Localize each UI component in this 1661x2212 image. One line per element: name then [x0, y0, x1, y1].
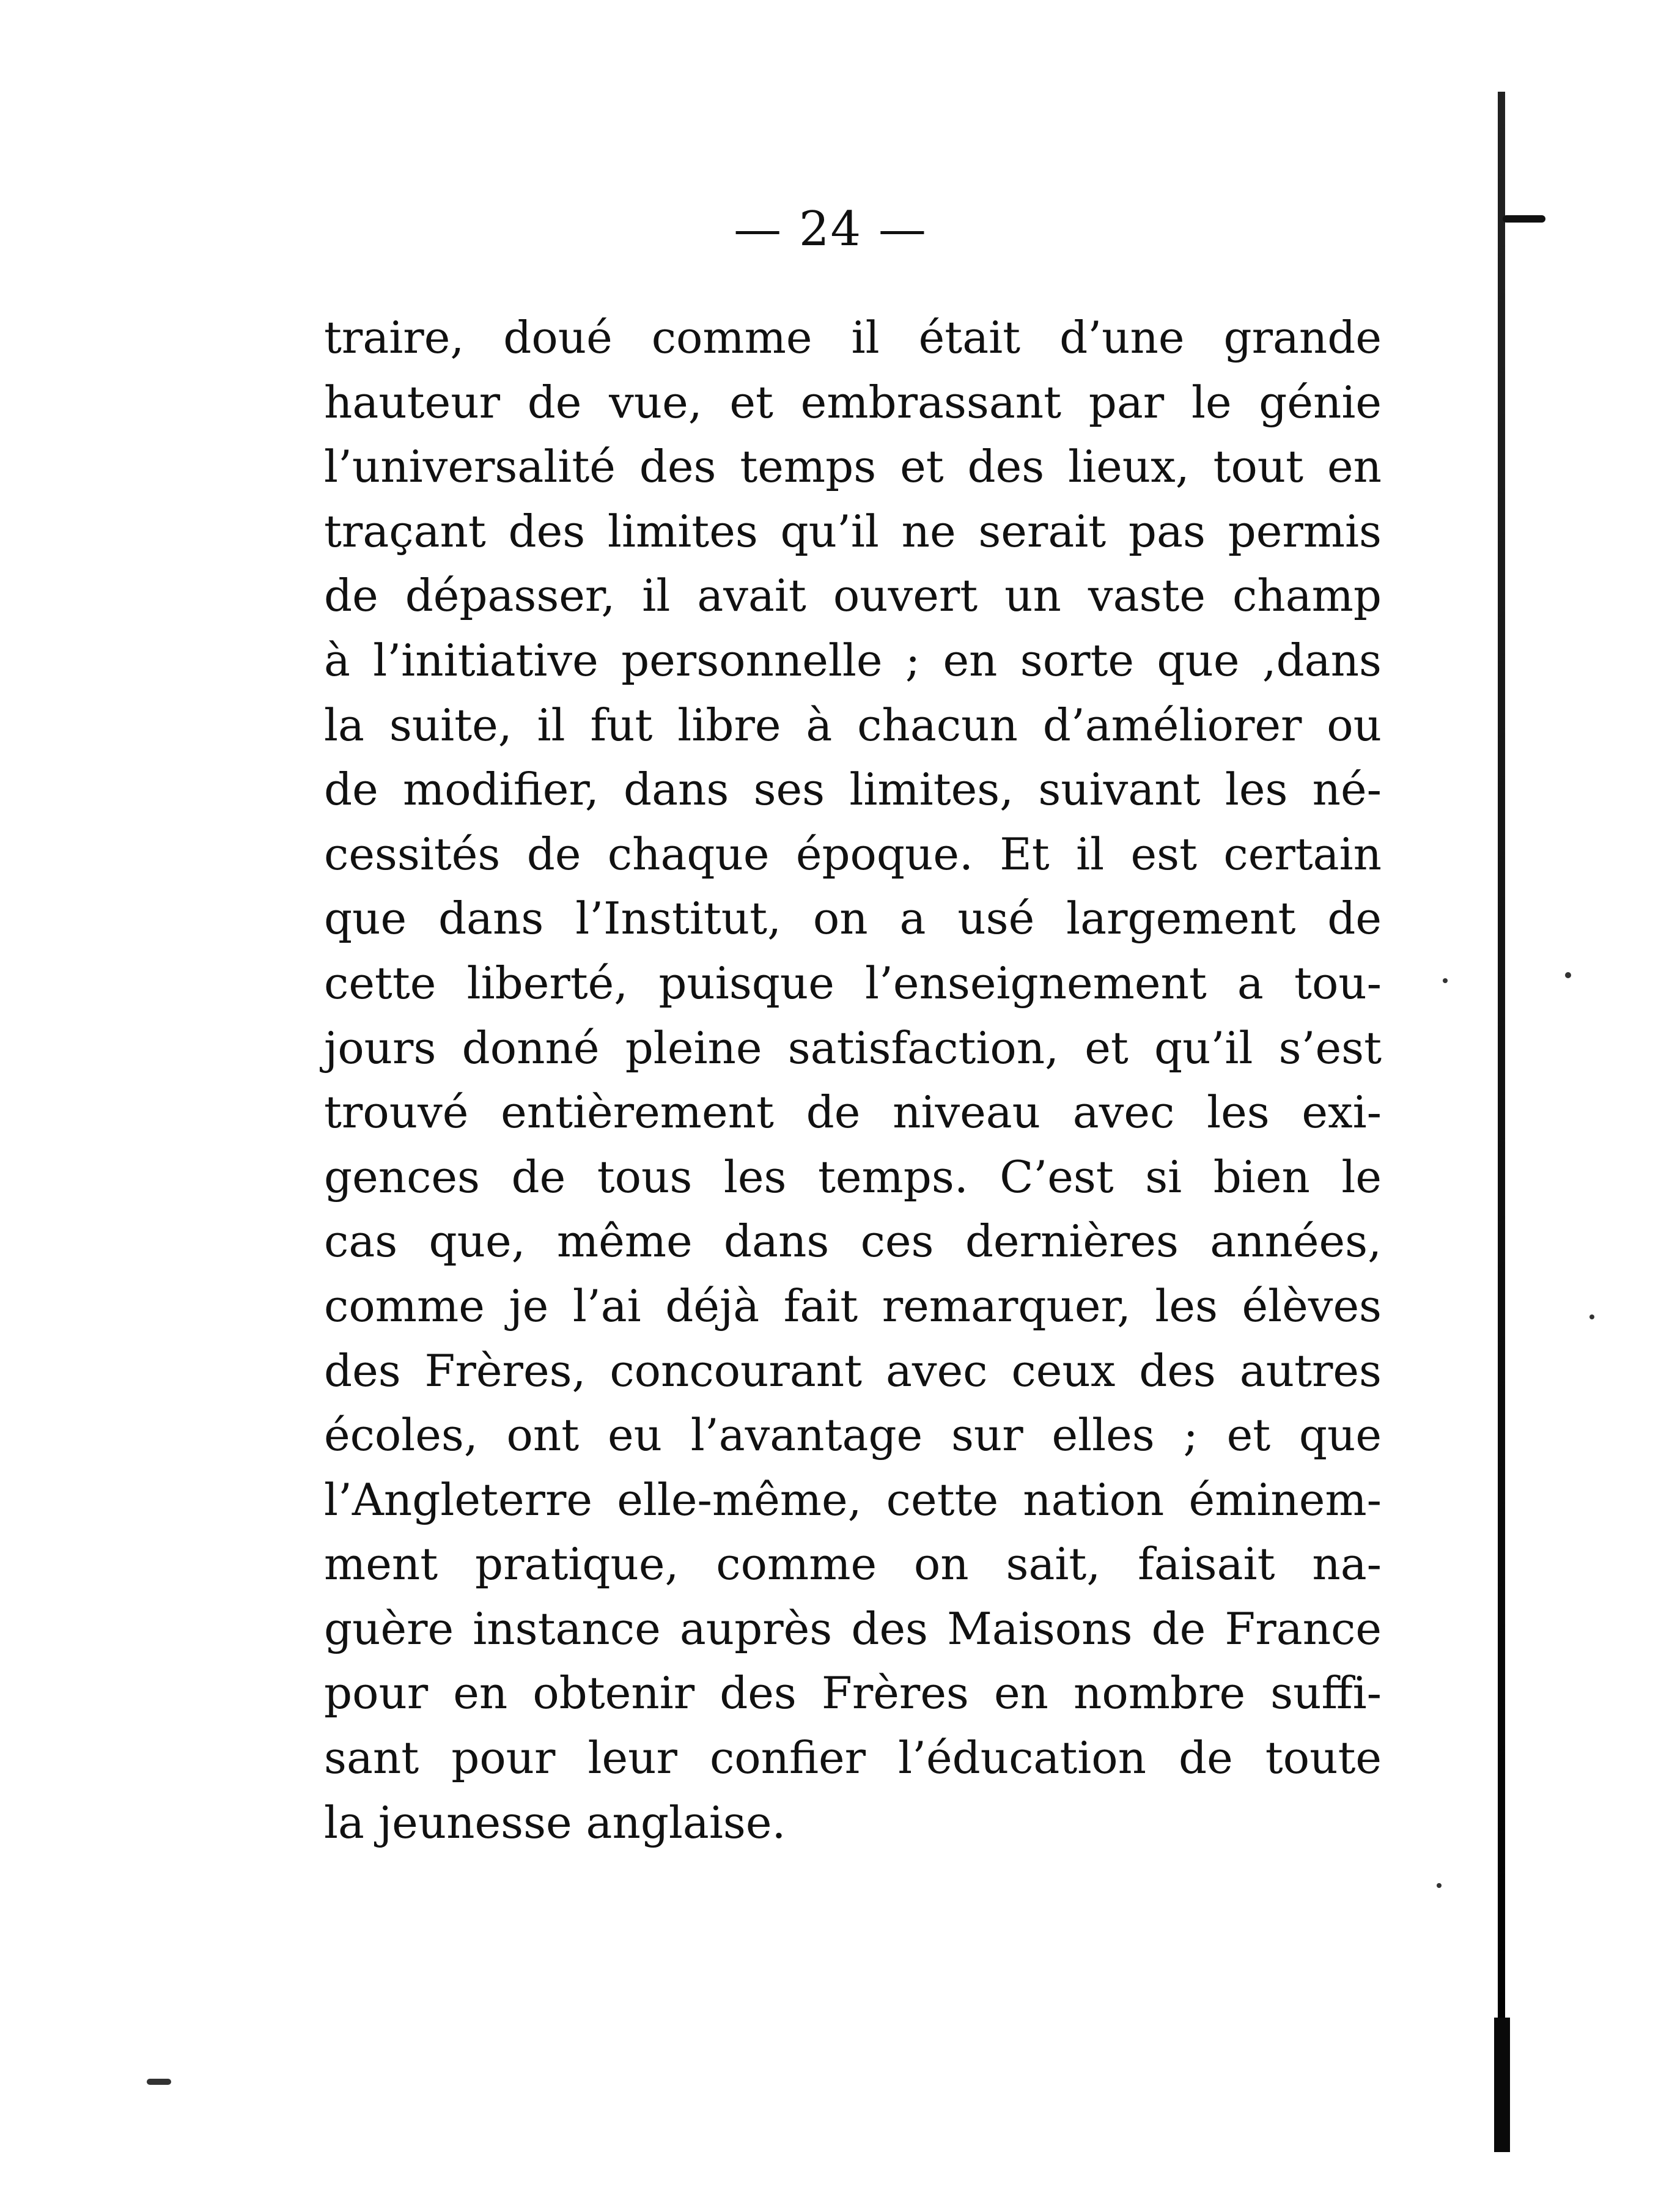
text-line: ment pratique, comme on sait, faisait na- [324, 1538, 1382, 1590]
text-line: traçant des limites qu’il ne serait pas permis [324, 505, 1382, 557]
text-line: écoles, ont eu l’avantage sur elles ; et que [324, 1409, 1382, 1461]
scan-speck [1443, 978, 1448, 983]
text-line: des Frères, concourant avec ceux des autres [324, 1344, 1382, 1396]
scan-speck [1437, 1883, 1442, 1888]
page-number: — 24 — [734, 202, 927, 257]
text-line: gences de tous les temps. C’est si bien le [324, 1151, 1382, 1203]
text-line: trouvé entièrement de niveau avec les exi- [324, 1086, 1382, 1138]
scan-speck [147, 2079, 171, 2085]
binding-edge [1498, 92, 1505, 2152]
text-line: que dans l’Institut, on a usé largement de [324, 893, 1382, 945]
binding-mark [1503, 215, 1545, 223]
text-line: hauteur de vue, et embrassant par le génie [324, 376, 1382, 428]
text-line: cette liberté, puisque l’enseignement a tou- [324, 957, 1382, 1009]
text-line: à l’initiative personnelle ; en sorte que ,dans [324, 634, 1382, 686]
text-line: comme je l’ai déjà fait remarquer, les élèves [324, 1280, 1382, 1332]
text-line: traire, doué comme il était d’une grande [324, 312, 1382, 363]
text-line: de dépasser, il avait ouvert un vaste champ [324, 570, 1382, 622]
text-line: cas que, même dans ces dernières années, [324, 1215, 1382, 1267]
text-line: pour en obtenir des Frères en nombre suffi- [324, 1667, 1382, 1719]
scan-speck [1565, 972, 1571, 978]
text-line: la suite, il fut libre à chacun d’améliorer ou [324, 699, 1382, 751]
text-line: jours donné pleine satisfaction, et qu’il s’est [324, 1022, 1382, 1074]
text-line: de modifier, dans ses limites, suivant les né- [324, 764, 1382, 816]
text-line: l’Angleterre elle-même, cette nation éminem- [324, 1473, 1382, 1525]
text-line: l’universalité des temps et des lieux, tout en [324, 441, 1382, 493]
body-text [324, 306, 1382, 1855]
scan-speck [1589, 1314, 1594, 1319]
text-line: sant pour leur confier l’éducation de toute [324, 1732, 1382, 1784]
binding-edge-shadow [1494, 2018, 1510, 2152]
text-line: la jeunesse anglaise. [324, 1796, 786, 1848]
text-line: cessités de chaque époque. Et il est certain [324, 828, 1382, 880]
text-line: guère instance auprès des Maisons de France [324, 1602, 1382, 1654]
